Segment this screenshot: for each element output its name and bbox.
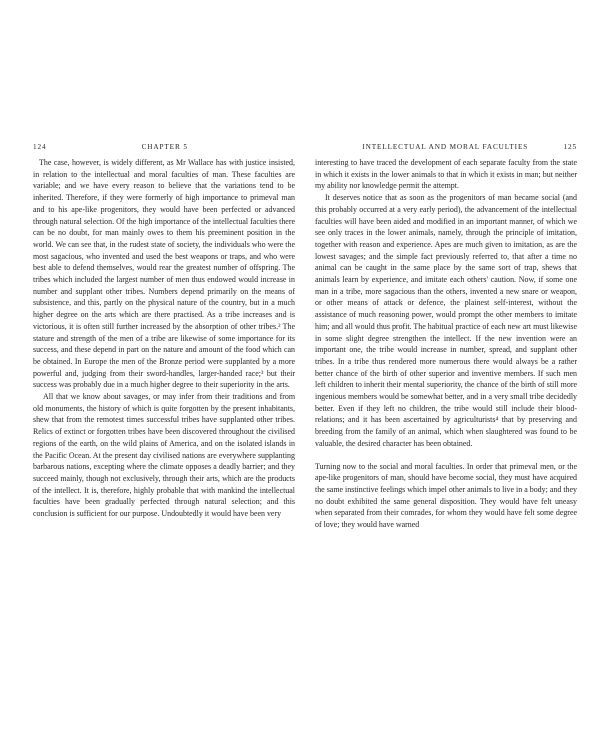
right-body-text [315, 157, 577, 531]
right-page [315, 143, 577, 531]
paragraph: interesting to have traced the development of each separate faculty from the state in which it exists in the lower animals to that in which it exists in man; but neither my ability nor knowledge permit the attempt. [315, 158, 577, 191]
paragraph: All that we know about savages, or may infer from their traditions and from old monuments, the history of which is quite forgotten by the present inhabitants, shew that from the remotest times successful tribes have supplanted other tribes. Relics of extinct or forgotten tribes have been discovered throughout the civilised regions of the earth, on the wild plains of America, and on the isolated islands in the Pacific Ocean. At the present day civilised nations are everywhere supplanting barbarous nations, excepting where the climate opposes a deadly barrier; and they succeed mainly, though not exclusively, through their arts, which are the products of the intellect. It is, therefore, highly probable that with mankind the intellectual faculties have been gradually perfected through natural selection; and this conclusion is sufficient for our purpose. Undoubtedly it would have been very [33, 392, 295, 519]
right-section-title: INTELLECTUAL AND MORAL FACULTIES [362, 143, 529, 151]
left-running-head [33, 143, 295, 157]
left-page [33, 143, 295, 520]
left-chapter-title: CHAPTER 5 [141, 143, 188, 151]
paragraph: It deserves notice that as soon as the progenitors of man became social (and this probably occurred at a very early period), the advancement of the intellectual faculties will have been aided and modified in an important manner, of which we see only traces in the lower animals, namely, through the principle of imitation, together with reason and experience. Apes are much given to imitation, as are the lowest savages; and the simple fact previously referred to, that after a time no animal can be caught in the same place by the same sort of trap, shews that animals learn by experience, and imitate each others' caution. Now, if some one man in a tribe, more sagacious than the others, invented a new snare or weapon, or other means of attack or defence, the plainest self-interest, without the assistance of much reasoning power, would prompt the other members to imitate him; and all would thus profit. The habitual practice of each new art must likewise in some slight degree strengthen the intellect. If the new invention were an important one, the tribe would increase in number, spread, and supplant other tribes. In a tribe thus rendered more numerous there would always be a rather better chance of the birth of other superior and inventive members. If such men left children to inherit their mental superiority, the chance of the birth of still more ingenious members would be somewhat better, and in a very small tribe decidedly better. Even if they left no children, the tribe would still include their blood-relations; and it has been ascertained by agriculturists⁴ that by preserving and breeding from the family of an animal, which when slaughtered was found to be valuable, the desired character has been obtained. [315, 193, 577, 448]
right-running-head [315, 143, 577, 157]
left-body-text [33, 157, 295, 520]
left-page-number: 124 [33, 143, 47, 151]
paragraph: The case, however, is widely different, as Mr Wallace has with justice insisted, in relation to the intellectual and moral faculties of man. These faculties are variable; and we have every reason to believe that the variations tend to be inherited. Therefore, if they were formerly of high importance to primeval man and to his ape-like progenitors, they would have been perfected or advanced through natural selection. Of the high importance of the intellectual faculties there can be no doubt, for man mainly owes to them his preeminent position in the world. We can see that, in the rudest state of society, the individuals who were the most sagacious, who invented and used the best weapons or traps, and who were best able to defend themselves, would rear the greatest number of offspring. The tribes which included the largest number of men thus endowed would increase in number and supplant other tribes. Numbers depend primarily on the means of subsistence, and this, partly on the physical nature of the country, but in a much higher degree on the arts which are there practised. As a tribe increases and is victorious, it is often still further increased by the absorption of other tribes.² The stature and strength of the men of a tribe are likewise of some importance for its success, and these depend in part on the nature and amount of the food which can be obtained. In Europe the men of the Bronze period were supplanted by a more powerful and, judging from their sword-handles, larger-handed race;³ but their success was probably due in a much higher degree to their superiority in the arts. [33, 158, 295, 390]
right-page-number: 125 [563, 143, 577, 151]
paragraph: Turning now to the social and moral faculties. In order that primeval men, or the ape-like progenitors of man, should have become social, they must have acquired the same instinctive feelings which impel other animals to live in a body; and they no doubt exhibited the same general disposition. They would have felt uneasy when separated from their comrades, for whom they would have felt some degree of love; they would have warned [315, 461, 577, 530]
